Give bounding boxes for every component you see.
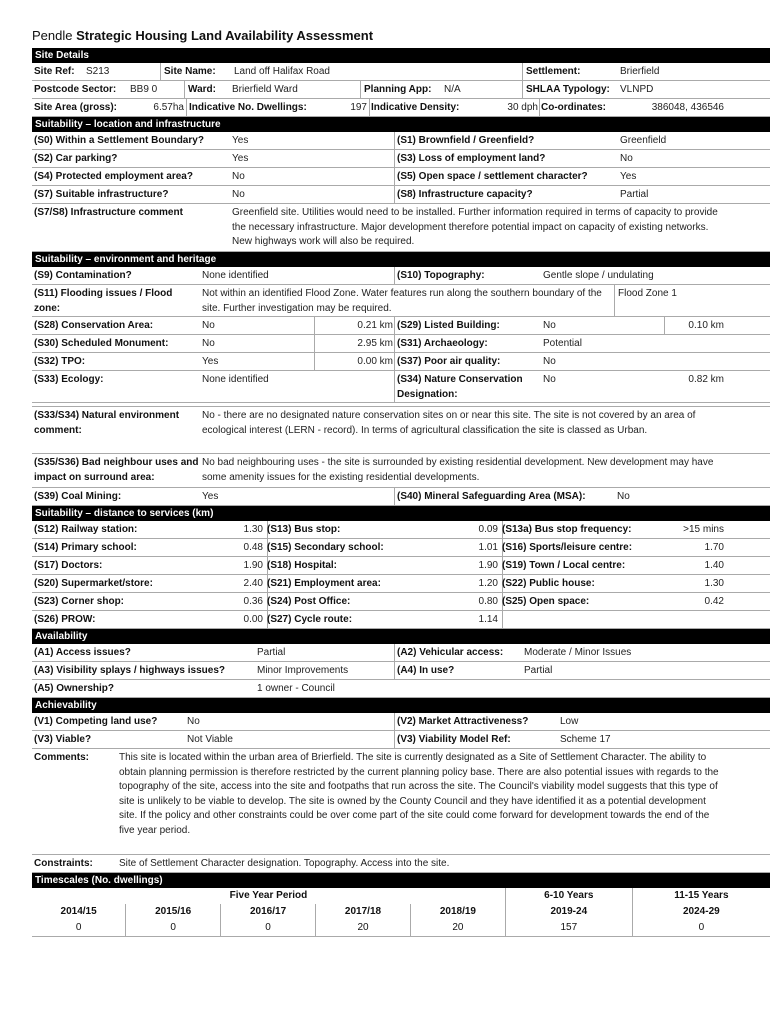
distance-row — [32, 521, 770, 539]
distance-label: (S14) Primary school: — [34, 542, 137, 553]
timescale-year: 2015/16 — [126, 904, 221, 920]
distance-row — [32, 611, 770, 629]
distance-value: 1.70 — [704, 542, 724, 553]
timescale-year: 2019-24 — [505, 904, 632, 920]
distance-label: (S25) Open space: — [502, 596, 590, 607]
timescale-year: 2014/15 — [32, 904, 126, 920]
distance-value: 1.01 — [478, 542, 498, 553]
distance-value: 1.90 — [478, 560, 498, 571]
timescales-table: Five Year Period 6-10 Years 11-15 Years 2014/15 2015/16 2016/17 2017/18 2018/19 2019-24 2024-29 0 0 0 20 20 157 0 — [32, 888, 770, 937]
timescale-value: 0 — [632, 920, 770, 937]
distance-label: (S18) Hospital: — [267, 560, 338, 571]
distance-label: (S16) Sports/leisure centre: — [502, 542, 633, 553]
timescale-value: 0 — [126, 920, 221, 937]
distance-value: 2.40 — [243, 578, 263, 589]
timescale-year: 2024-29 — [683, 906, 720, 917]
distance-label: (S24) Post Office: — [267, 596, 351, 607]
distance-label: (S27) Cycle route: — [267, 614, 353, 625]
distance-value: >15 mins — [683, 524, 724, 535]
site-row-1: Site Ref: S213 Site Name: Land off Halifax Road Settlement: Brierfield — [32, 63, 770, 81]
section-location: Suitability – location and infrastructure — [32, 117, 770, 132]
distance-value: 1.30 — [704, 578, 724, 589]
distance-value: 0.42 — [704, 596, 724, 607]
timescale-value: 20 — [410, 920, 505, 937]
section-site-details: Site Details — [32, 48, 770, 63]
distance-value: 0.09 — [478, 524, 498, 535]
section-timescales: Timescales (No. dwellings) — [32, 873, 770, 888]
distance-label: (S12) Railway station: — [34, 524, 138, 535]
distance-row — [32, 575, 770, 593]
timescale-year: 2016/17 — [221, 904, 316, 920]
settlement: Brierfield — [620, 66, 660, 77]
site-name: Land off Halifax Road — [234, 66, 330, 77]
distance-value: 1.90 — [243, 560, 263, 571]
site-row-3: Site Area (gross): 6.57ha Indicative No. Dwellings: 197 Indicative Density: 30 dph Co-ordinates: 386048, 436546 — [32, 99, 770, 117]
section-availability: Availability — [32, 629, 770, 644]
site-row-2: Postcode Sector: BB9 0 Ward: Brierfield Ward Planning App: N/A SHLAA Typology: VLNPD — [32, 81, 770, 99]
timescale-value: 0 — [221, 920, 316, 937]
distance-value: 0.36 — [243, 596, 263, 607]
section-environment: Suitability – environment and heritage — [32, 252, 770, 267]
distance-value: 0.80 — [478, 596, 498, 607]
distance-label: (S23) Corner shop: — [34, 596, 125, 607]
distance-row — [32, 557, 770, 575]
distance-value: 0.00 — [243, 614, 263, 625]
distance-label: (S20) Supermarket/store: — [34, 578, 153, 589]
distance-row — [32, 539, 770, 557]
distance-value: 1.30 — [243, 524, 263, 535]
page-title: Pendle Strategic Housing Land Availability Assessment — [32, 28, 374, 43]
distance-label: (S21) Employment area: — [267, 578, 381, 589]
distance-value: 1.14 — [478, 614, 498, 625]
page: Pendle Strategic Housing Land Availability Assessment Site Details Site Ref: S213 Site Name: Land off Halifax Road Settlement: Brierfield Postcode Sector: BB9 0 Ward: Brierfield Ward Planning App: N/A SHLAA Typology: VLNPD Site Area (gross): 6.57ha Indicative No. Dwellings: 197 Indicative Density: 30 dph Co-ordinates: 386048, 436546 Suitability – location and infrastructure (S0) Within a Settlement Boundary? Yes (S1) Brownfield / Greenfield? Greenfield (S2) Car parking? Yes (S3) Loss of employment land? No (S4) Protected employment area? No (S5) Open space / settlement character? Yes (S7) Suitable infrastructure? No (S8) Infrastructure capacity? Partial (S7/S8) Infrastructure comment Greenfield site. Utilities would need to be installed. Further information required in terms of capacity to provide the necessary infrastructure. Major development therefore potential impact on capacity of existing networks. New highways work will also be required. Suitability – environment and heritage (S9) Contamination? None identified (S10) Topography: Gentle slope / undulating (S11) Flooding issues / Flood zone: Not within an identified Flood Zone. Water features run along the southern boundary of the site. Further investigation may be required. Flood Zone 1 (S28) Conservation Area: No 0.21 km (S29) Listed Building: No 0.10 km (S30) Scheduled Monument: No 2.95 km (S31) Archaeology: Potential (S32) TPO: Yes 0.00 km (S37) Poor air quality: No (S33) Ecology: None identified (S34) Nature Conservation Designation: No 0.82 km (S33/S34) Natural environment comment: No - there are no designated nature conservation sites on or near this site. The site is not covered by an area of ecological interest (LERN - record). In terms of agricultural classification the site is classed as Urban. (S35/S36) Bad neighbour uses and impact on surround area: No bad neighbouring uses - the site is surrounded by existing residential development. New development may have some amenity issues for the existing residential developments. (S39) Coal Mining: Yes (S40) Mineral Safeguarding Area (MSA): No Suitability – distance to services (km) (S12) Railway station: 1.30 (S13) Bus stop: 0.09 (S13a) Bus stop frequency: >15 mins (S14) Primary school: 0.48 (S15) Secondary school: 1.01 (S16) Sports/leisure centre: 1.70 (S17) Doctors: 1.90 (S18) Hospital: 1.90 (S19) Town / Local centre: 1.40 (S20) Supermarket/store: 2.40 (S21) Employment area: 1.20 (S22) Public house: 1.30 (S23) Corner shop: 0.36 (S24) Post Office: 0.80 (S25) Open space: 0.42 (S26) PROW: 0.00 (S27) Cycle route: 1.14 Availability (A1) Access issues? Partial (A2) Vehicular access: Moderate / Minor Issues (A3) Visibility splays / highways issues? Minor Improvements (A4) In use? Partial (A5) Ownership? 1 owner - Council Achievability (V1) Competing land use? No (V2) Market Attractiveness? Low (V3) Viable? Not Viable (V3) Viability Model Ref: Scheme 17 Comments: This site is located within the urban area of Brierfield. The site is currently designated as a Site of Settlement Character. The ability to obtain planning permission is therefore restricted by the current planning policy base. There are also potential issues with regards to the topography of the site, access into the site and footpaths that run across the site. The Council's viability model suggests that this type of site is unlikely to be viable to develop. The site is owned by the County Council and they have identified it as a potential development site. If the policy and other constraints could be over come part of the site could come forward for development towards the end of the five year period. Constraints: Site of Settlement Character designation. Topography. Access into the site. Timescales (No. dwellings) Five Year Period 6-10 Years 11-15 Years 2014/15 2015/16 2016/17 2017/18 2018/19 2019-24 2024-29 0 0 0 20 20 157 0 — [32, 0, 770, 937]
timescale-value: 157 — [505, 920, 632, 937]
section-achievability: Achievability — [32, 698, 770, 713]
distance-label: (S19) Town / Local centre: — [502, 560, 626, 571]
distance-row — [32, 593, 770, 611]
timescale-year: 2017/18 — [316, 904, 411, 920]
distance-value: 1.40 — [704, 560, 724, 571]
distance-label: (S26) PROW: — [34, 614, 96, 625]
distance-label: (S22) Public house: — [502, 578, 595, 589]
distance-label: (S13) Bus stop: — [267, 524, 341, 535]
distance-label: (S17) Doctors: — [34, 560, 103, 571]
timescale-value: 20 — [316, 920, 411, 937]
distance-label: (S13a) Bus stop frequency: — [502, 524, 632, 535]
section-distance: Suitability – distance to services (km) — [32, 506, 770, 521]
distance-value: 0.48 — [243, 542, 263, 553]
distance-value: 1.20 — [478, 578, 498, 589]
distance-table — [32, 521, 770, 629]
timescale-value: 0 — [32, 920, 126, 937]
site-ref: S213 — [86, 66, 110, 77]
timescale-year: 2018/19 — [410, 904, 505, 920]
distance-label: (S15) Secondary school: — [267, 542, 384, 553]
